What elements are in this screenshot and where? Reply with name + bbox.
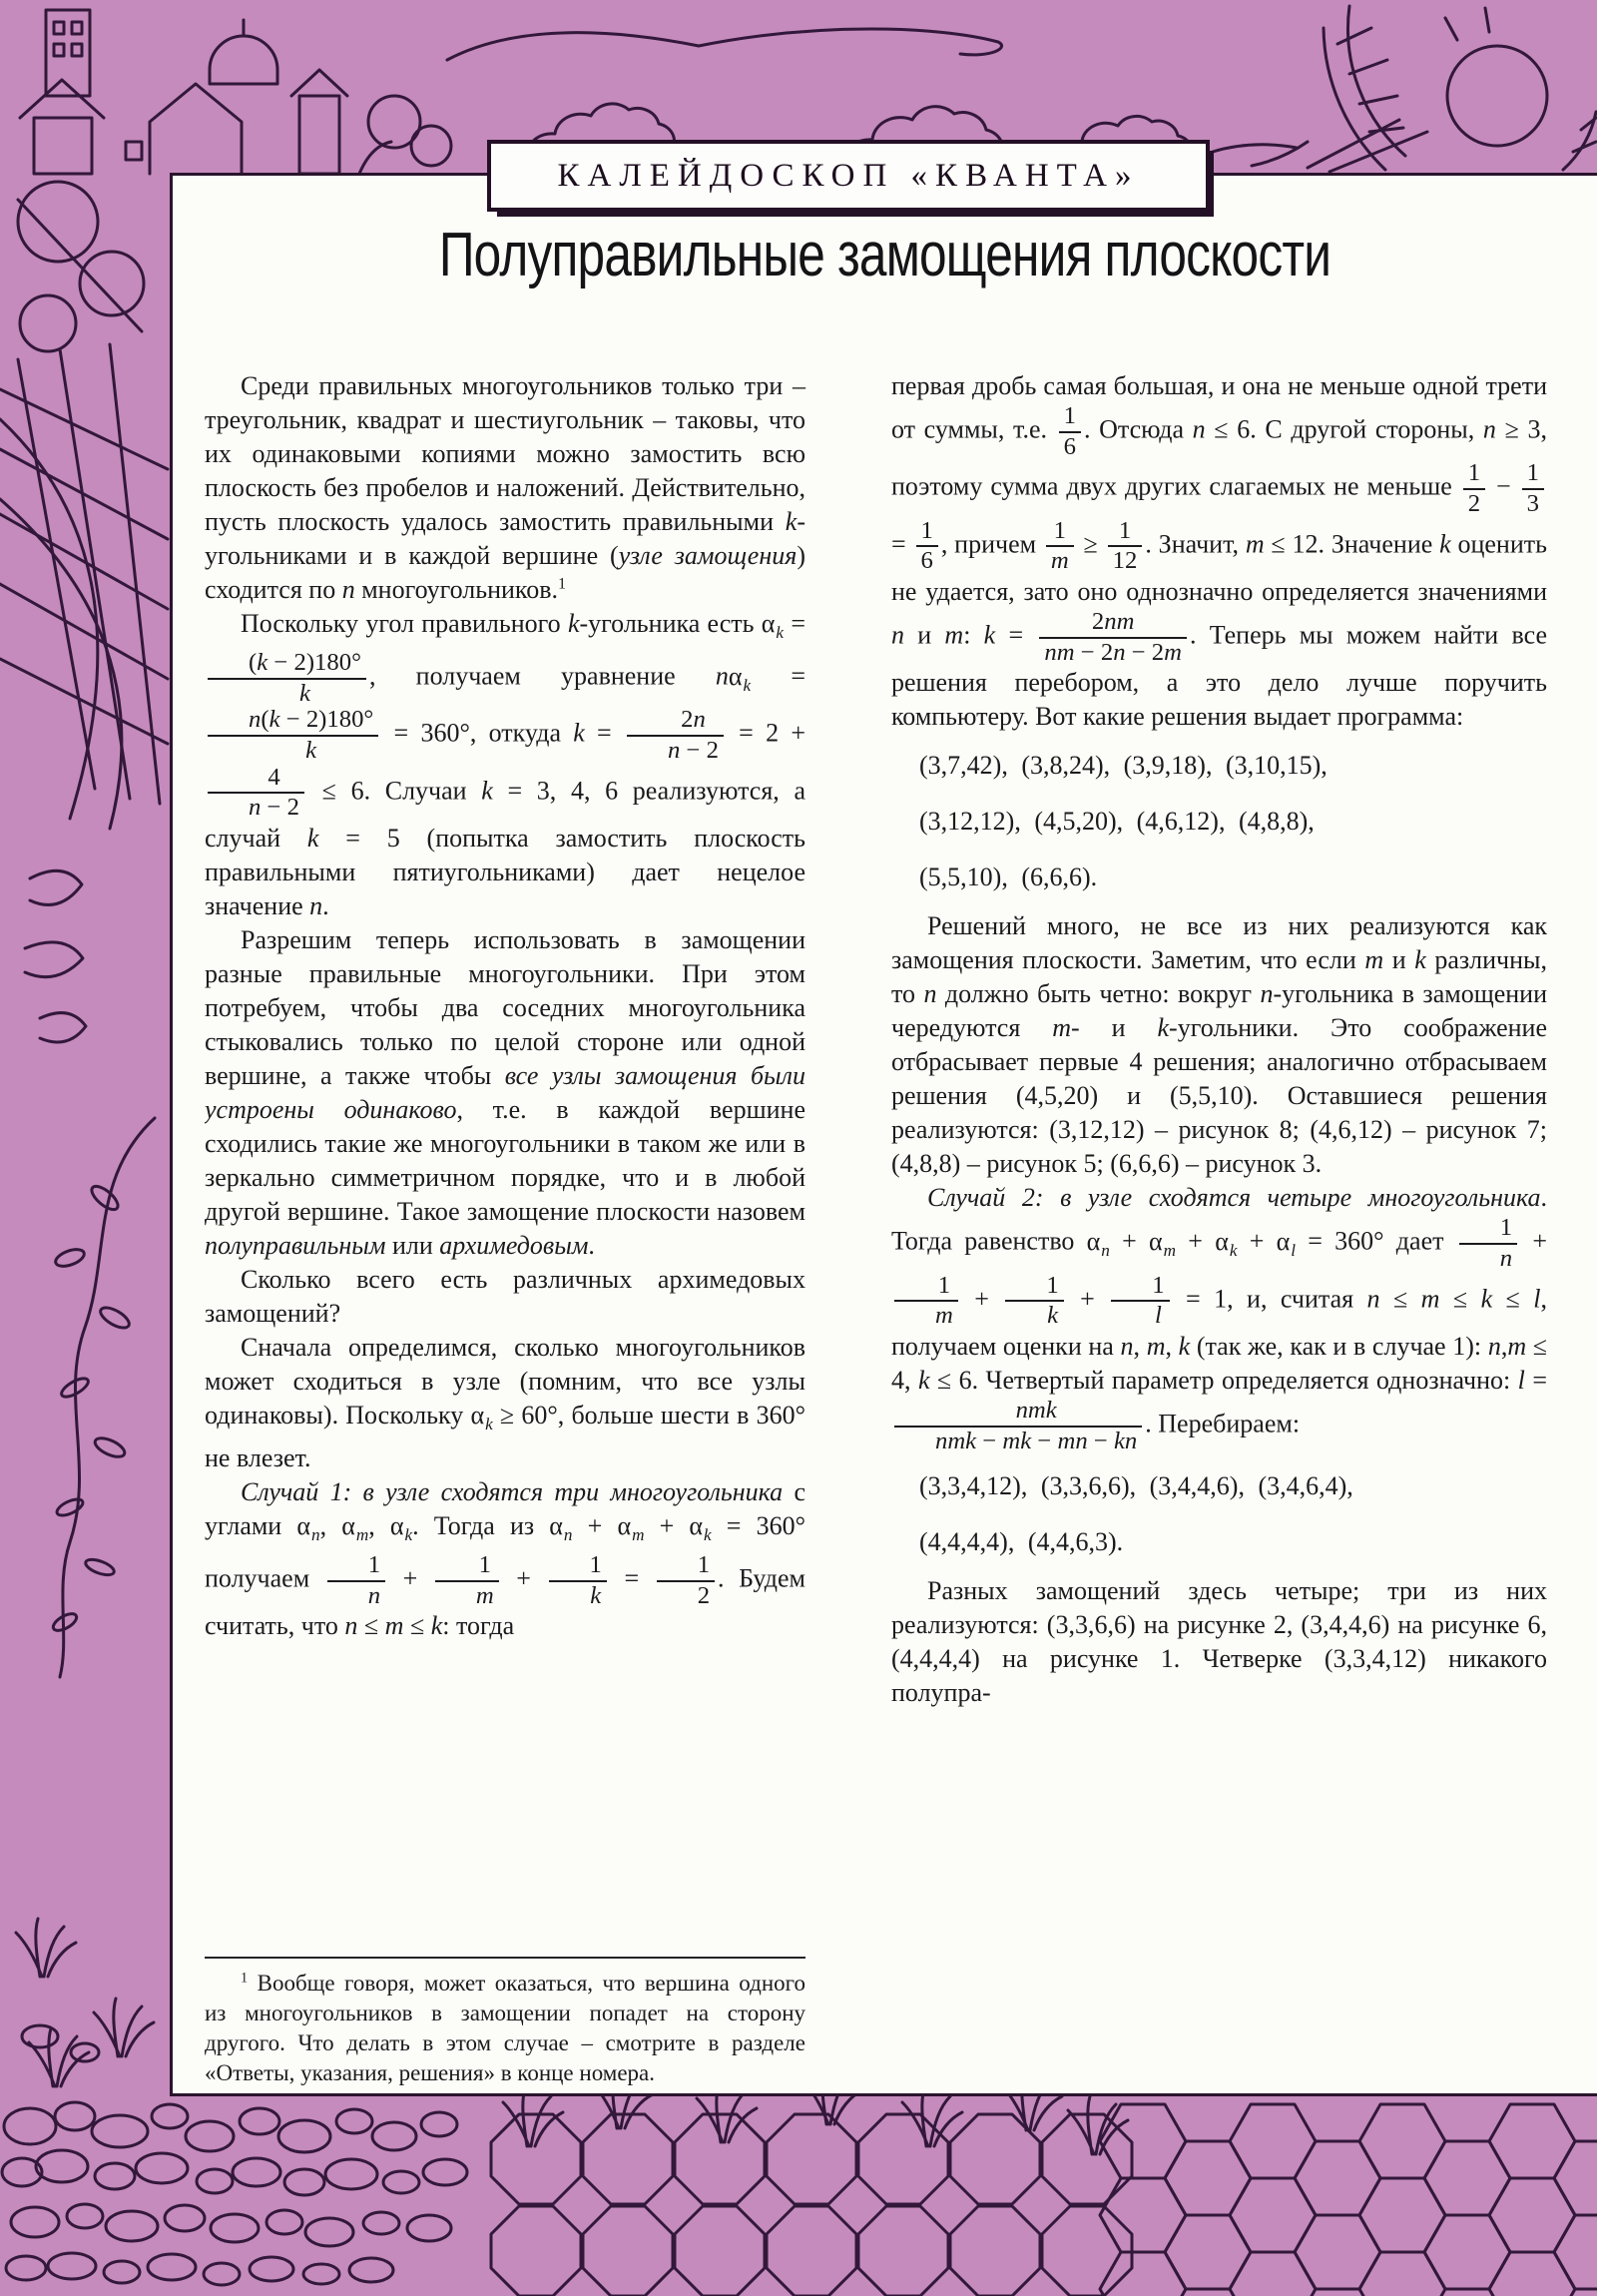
- paragraph: Разных замощений здесь четыре; три из них реализуются: (3,3,6,6) на рисунке 2, (3,4,4,6) на рисунке 6, (4,4,4,4) на рисунке 1. Четверке (3,3,4,12) никакого полупра-: [891, 1576, 1547, 1708]
- solutions-line: (3,7,42), (3,8,24), (3,9,18), (3,10,15),: [919, 751, 1328, 781]
- alpha-symbol: $\alpha_k$: [689, 1511, 712, 1545]
- paragraph: Сколько всего есть различных архимедовых замощений?: [205, 1265, 805, 1329]
- article-title: Полуправильные замощения плоскости: [438, 221, 1331, 289]
- banner-label: КАЛЕЙДОСКОП «КВАНТА»: [557, 157, 1140, 194]
- alpha-symbol: $\alpha_n$: [296, 1511, 320, 1545]
- paragraph: Поскольку угол правильного k-угольника есть $\alpha_k$ = $\frac{(k - 2)180^\circ}{k}$ , получаем уравнение $n\alpha_k$ = $\frac{n(k - 2)180^\circ}{k}$ = 360°, откуда k = $\frac{2n}{n - 2}$ = 2 + $\frac{4}{n - 2}$ ≤ 6. Случаи k = 3, 4, 6 реализуются, а случай k = 5 (попытка замостить плоскость правильными пятиугольниками) дает нецелое значение n.: [205, 609, 805, 921]
- fraction: $\frac{1}{3}$: [1522, 460, 1544, 517]
- alpha-symbol: $\alpha_m$: [1149, 1227, 1177, 1261]
- solutions-list: [891, 738, 1547, 905]
- city-skyline-drawing: [20, 10, 451, 174]
- fraction: $\frac{1}{m}$: [1046, 518, 1074, 575]
- paragraph: Случай 2: в узле сходятся четыре многоугольника. Тогда равенство $\alpha_n + \alpha_m + \alpha_k + \alpha_l = 360^\circ$ дает $\frac{1}{n}$ + $\frac{1}{m}$ + $\frac{1}{k}$ + $\frac{1}{l}$ = 1, и, считая n ≤ m ≤ k ≤ l, получаем оценки на n, m, k (так же, как и в случае 1): n,m ≤ 4, k ≤ 6. Четвертый параметр определяется однозначно: l = $\frac{\text{nmk}}{\text{nmk − mk − mn − kn}}$ . Перебираем:: [891, 1183, 1547, 1454]
- paragraph: Сначала определимся, сколько многоугольников может сходиться в узле (помним, что все узлы одинаковы). Поскольку $\alpha_k \ge 60^\circ$, больше шести в 360° не влезет.: [205, 1333, 805, 1473]
- alpha-symbol: $\alpha_k$: [1215, 1227, 1238, 1261]
- fraction: $\frac{1}{n}$: [327, 1552, 385, 1609]
- paragraph: Решений много, не все из них реализуются как замощения плоскости. Заметим, что если m и k различны, то n должно быть четно: вокруг n-угольника в замощении чередуются m- и k-угольники. Это соображение отбрасывает первые 4 решения; аналогично отбрасываем решения (4,5,20) и (5,5,10). Оставшиеся решения реализуются: (3,12,12) – рисунок 8; (4,6,12) – рисунок 7; (4,8,8) – рисунок 5; (6,6,6) – рисунок 3.: [891, 911, 1547, 1179]
- column-spacer: [205, 1643, 805, 1951]
- footnote-rule: [205, 1957, 805, 1959]
- footnote-marker: 1: [241, 1970, 249, 1987]
- fraction: $\frac{1}{6}$: [916, 518, 938, 575]
- solutions-line: (3,3,4,12), (3,3,6,6), (3,4,4,6), (3,4,6,4),: [919, 1471, 1353, 1501]
- fraction: $\frac{1}{k}$: [1005, 1273, 1063, 1330]
- paragraph: Разрешим теперь использовать в замощении разные правильные многоугольники. При этом потребуем, чтобы два соседних многоугольника стыковались только по целой стороне или одной вершине, а также чтобы все узлы замощения были устроены одинаково, т.е. в каждой вершине сходились такие же многоугольники в таком же или в зеркально симметричном порядке, что и в любой другой вершине. Такое замощение плоскости назовем полуправильным или архимедовым.: [205, 925, 805, 1261]
- fraction: $\frac{n(k - 2)180^\circ}{k}$: [208, 707, 378, 764]
- fraction: $\frac{1}{l}$: [1111, 1273, 1169, 1330]
- fraction: $\frac{1}{2}$: [657, 1552, 715, 1609]
- alpha-symbol: $\alpha_k$: [761, 609, 785, 642]
- sun-drawing: [1252, 6, 1596, 172]
- alpha-symbol: $\alpha_n$: [1086, 1227, 1110, 1261]
- alpha-symbol: $\alpha_m$: [617, 1511, 645, 1545]
- alpha-symbol: $\alpha_k$: [470, 1401, 493, 1435]
- alpha-symbol: $\alpha_n$: [549, 1511, 573, 1545]
- fraction: $\frac{1}{n}$: [1459, 1215, 1517, 1272]
- fraction: $\frac{1}{6}$: [1059, 403, 1081, 460]
- alpha-symbol: $\alpha_l$: [1276, 1227, 1297, 1261]
- fraction: $\frac{4}{n - 2}$: [208, 765, 304, 822]
- fraction: $\frac{1}{m}$: [894, 1273, 958, 1330]
- fraction: $\frac{1}{m}$: [435, 1552, 499, 1609]
- fraction: $\frac{1}{k}$: [549, 1552, 607, 1609]
- solutions-list: [891, 1458, 1547, 1570]
- solutions-line: (3,12,12), (4,5,20), (4,6,12), (4,8,8),: [919, 807, 1315, 837]
- spiderweb-drawing: [0, 182, 168, 1042]
- alpha-symbol: $\alpha_k$: [389, 1511, 413, 1545]
- right-column: [891, 369, 1547, 2088]
- alpha-symbol: $\alpha_m$: [341, 1511, 369, 1545]
- alpha-symbol: $\alpha_k$: [728, 661, 752, 695]
- fraction: $\frac{1}{2}$: [1463, 460, 1485, 517]
- left-column: [205, 369, 805, 2088]
- stone-tilings-drawing: [2, 2066, 1597, 2296]
- fraction: $\frac{2n}{n - 2}$: [627, 707, 724, 764]
- kaleidoscope-banner: [487, 140, 1210, 212]
- fraction: $\frac{(k - 2)180^\circ}{k}$: [208, 650, 366, 707]
- footnote-marker: 1: [558, 575, 567, 593]
- paragraph: первая дробь самая большая, и она не меньше одной трети от суммы, т.е. $\frac{1}{6}$ . Отсюда n ≤ 6. С другой стороны, n ≥ 3, поэтому сумма двух других слагаемых не меньше $\frac{1}{2}$ − $\frac{1}{3}$ = $\frac{1}{6}$ , причем $\frac{1}{m}$ ≥ $\frac{1}{12}$ . Значит, m ≤ 12. Значение k оценить не удается, зато оно однозначно определяется значениями n и m: k = $\frac{2nm}{nm - 2n - 2m}$ . Теперь мы можем найти все решения перебором, а это дело лучше поручить компьютеру. Вот какие решения выдает программа:: [891, 371, 1547, 732]
- fraction: $\frac{\text{nmk}}{\text{nmk − mk − mn − kn}}$: [894, 1398, 1142, 1454]
- fraction: $\frac{1}{12}$: [1108, 518, 1143, 575]
- plants-drawing: [16, 1118, 155, 2086]
- paragraph: Случай 1: в узле сходятся три многоугольника с углами $\alpha_n$, $\alpha_m$, $\alpha_k$. Тогда из $\alpha_n + \alpha_m + \alpha_k = 360^\circ$ получаем $\frac{1}{n}$ + $\frac{1}{m}$ + $\frac{1}{k}$ = $\frac{1}{2}$ . Будем считать, что n ≤ m ≤ k: тогда: [205, 1477, 806, 1641]
- fraction: $\frac{2nm}{nm - 2n - 2m}$: [1039, 609, 1187, 666]
- solutions-line: (5,5,10), (6,6,6).: [919, 862, 1098, 892]
- article-body: [205, 369, 1547, 2088]
- paragraph: Среди правильных многоугольников только три – треугольник, квадрат и шестиугольник – таковы, что их одинаковыми копиями можно замостить всю плоскость без пробелов и наложений. Действительно, пусть плоскость удалось замостить правильными k-угольниками и в каждой вершине (узле замощения) сходится по n многоугольников.$^1$: [205, 371, 805, 604]
- footnote-text: $^1$ Вообще говоря, может оказаться, что вершина одного из многоугольников в замощении попадет на сторону другого. Что делать в этом случае – смотрите в разделе «Ответы, указания, решения» в конце номера.: [205, 1970, 805, 2085]
- solutions-line: (4,4,4,4), (4,4,6,3).: [919, 1527, 1124, 1557]
